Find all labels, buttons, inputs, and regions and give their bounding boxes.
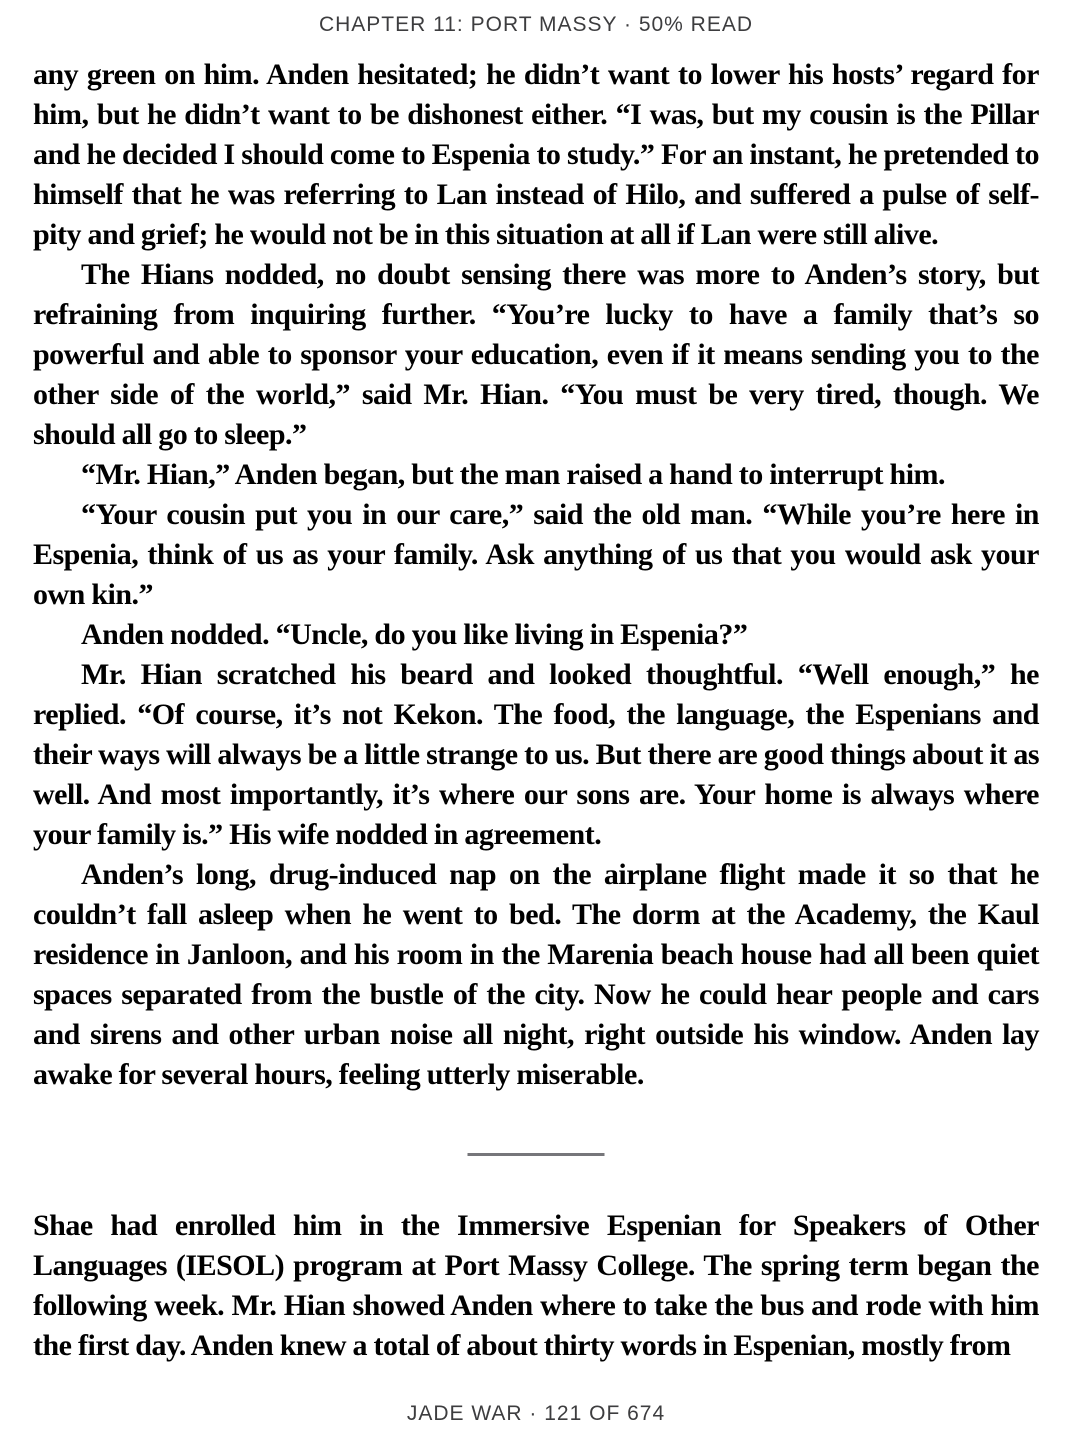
paragraph: Shae had enrolled him in the Immersive Espenian for Speakers of Other Languages (IESOL) program at Port Massy College. The spring term began the following week. Mr. Hian showed Anden where to take the bus and rode with him the first day. Anden knew a total of about thirty words in Espenian, mostly from (33, 1209, 1039, 1362)
section-break-divider (468, 1153, 605, 1156)
paragraph: Anden nodded. “Uncle, do you like living in Espenia?” (81, 618, 748, 651)
paragraph: Mr. Hian scratched his beard and looked thoughtful. “Well enough,” he replied. “Of course, it’s not Kekon. The food, the language, the Espenians and their ways will always be a little strange to us. But there are good things about it as well. And most importantly, it’s where our sons are. Your home is always where your family is.” His wife nodded in agreement. (33, 658, 1039, 851)
chapter-progress-header: CHAPTER 11: PORT MASSY · 50% READ (318, 13, 754, 36)
paragraph: “Your cousin put you in our care,” said the old man. “While you’re here in Espenia, think of us as your family. Ask anything of us that you would ask your own kin.” (33, 498, 1039, 611)
paragraph: “Mr. Hian,” Anden began, but the man raised a hand to interrupt him. (81, 458, 946, 491)
paragraph: any green on him. Anden hesitated; he didn’t want to lower his hosts’ regard for him, but he didn’t want to be dishonest either. “I was, but my cousin is the Pillar and he decided I should come to Espenia to study.” For an instant, he pretended to himself that he was referring to Lan instead of Hilo, and suffered a pulse of self-pity and grief; he would not be in this situation at all if Lan were still alive. (33, 58, 1039, 251)
paragraph: Anden’s long, drug-induced nap on the airplane flight made it so that he couldn’t fall asleep when he went to bed. The dorm at the Academy, the Kaul residence in Janloon, and his room in the Marenia beach house had all been quiet spaces separated from the bustle of the city. Now he could hear people and cars and sirens and other urban noise all night, right outside his window. Anden lay awake for several hours, feeling utterly miserable. (33, 858, 1039, 1091)
page-text-block-secondary (33, 1206, 1039, 1366)
page-text-block-primary (33, 55, 1039, 1095)
book-title-page-footer: JADE WAR · 121 OF 674 (406, 1402, 666, 1425)
paragraph: The Hians nodded, no doubt sensing there was more to Anden’s story, but refraining from inquiring further. “You’re lucky to have a family that’s so powerful and able to sponsor your education, even if it means sending you to the other side of the world,” said Mr. Hian. “You must be very tired, though. We should all go to sleep.” (33, 258, 1039, 451)
